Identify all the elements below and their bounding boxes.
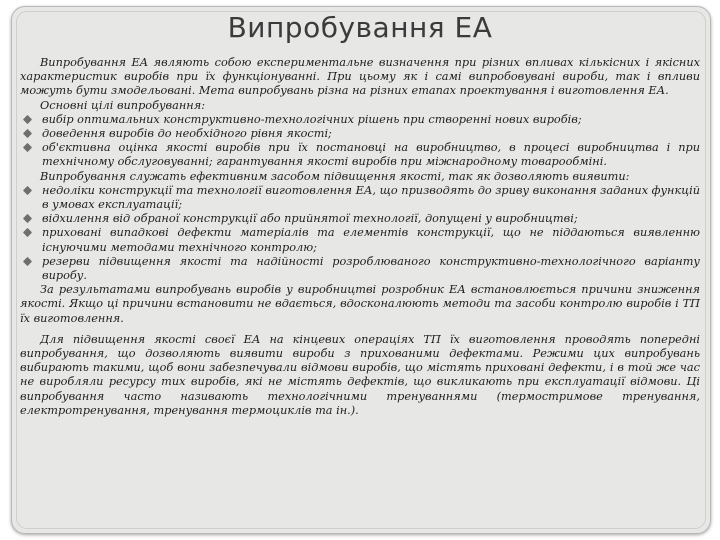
list-item [20, 184, 700, 212]
list-item [20, 113, 700, 127]
list-item-text: недоліки конструкції та технології виготовлення ЕА, що призводять до зриву виконання заданих функцій в умовах експлуатації; [42, 183, 701, 212]
list-item-text: об'єктивна оцінка якості виробів при їх постановці на виробництво, в процесі виробництва і при технічному обслуговуванні; гарантування якості виробів при міжнародному товарообміні. [42, 141, 700, 169]
results-paragraph: За результатами випробувань виробів у виробництві розробник ЕА встановлюється причини зниження якості. Якщо ці причини встановити не вдається, вдосконалюють методи та засоби контролю виробів і ТП їх виготовлення. [20, 283, 700, 325]
list-item [20, 127, 700, 141]
list-item-text: вибір оптимальних конструктивно-технологічних рішень при створенні нових виробів; [42, 112, 582, 126]
bullet-icon [23, 115, 32, 124]
list-item [20, 226, 700, 254]
list-item-text: резерви підвищення якості та надійності розроблюваного конструктивно-технологічного варіанту виробу. [42, 254, 700, 283]
list-item-text: відхилення від обраної конструкції або прийнятої технології, допущені у виробництві; [42, 212, 578, 226]
bullet-icon [23, 214, 32, 223]
detect-heading: Випробування служать ефективним засобом підвищення якості, так як дозволяють виявити: [40, 169, 630, 183]
final-paragraph: Для підвищення якості своєї ЕА на кінцевих операціях ТП їх виготовлення проводять попередні випробування, що дозволяють виявити вироби з прихованими дефектами. Режими цих випробувань вибирають такими, щоб вони забезпечували відмови виробів, що містять приховані дефекти, і в той же час не виробляли ресурсу тих виробів, які не містять дефектів, що викликають при експлуатації відмови. Ці випробування часто називають технологічними тренуваннями (термостримове тренування, електротренування, тренування термоциклів та ін.). [20, 332, 700, 417]
list-item [20, 255, 700, 283]
slide-title: Випробування ЕА [227, 11, 493, 44]
list-item [20, 141, 700, 169]
list-item [20, 212, 700, 226]
slide-body [20, 56, 700, 418]
list-item-text: доведення виробів до необхідного рівня якості; [42, 127, 332, 141]
list-item-text: приховані випадкові дефекти матеріалів та елементів конструкції, що не піддаються виявленню існуючими методами технічного контролю; [42, 226, 700, 254]
bullet-icon [23, 186, 32, 195]
intro-paragraph: Випробування ЕА являють собою експериментальне визначення при різних впливах кількісних і якісних характеристик виробів при їх функціонуванні. При цьому як і самі випробовувані вироби, так і впливи можуть бути змодельовані. Мета випробувань різна на різних етапах проектування і виготовлення ЕА. [20, 56, 700, 98]
bullet-icon [23, 228, 32, 237]
bullet-icon [23, 129, 32, 138]
bullet-icon [23, 257, 32, 266]
goals-list [20, 113, 700, 170]
bullet-icon [23, 143, 32, 152]
detect-list [20, 184, 700, 283]
goals-heading: Основні цілі випробування: [40, 98, 206, 112]
